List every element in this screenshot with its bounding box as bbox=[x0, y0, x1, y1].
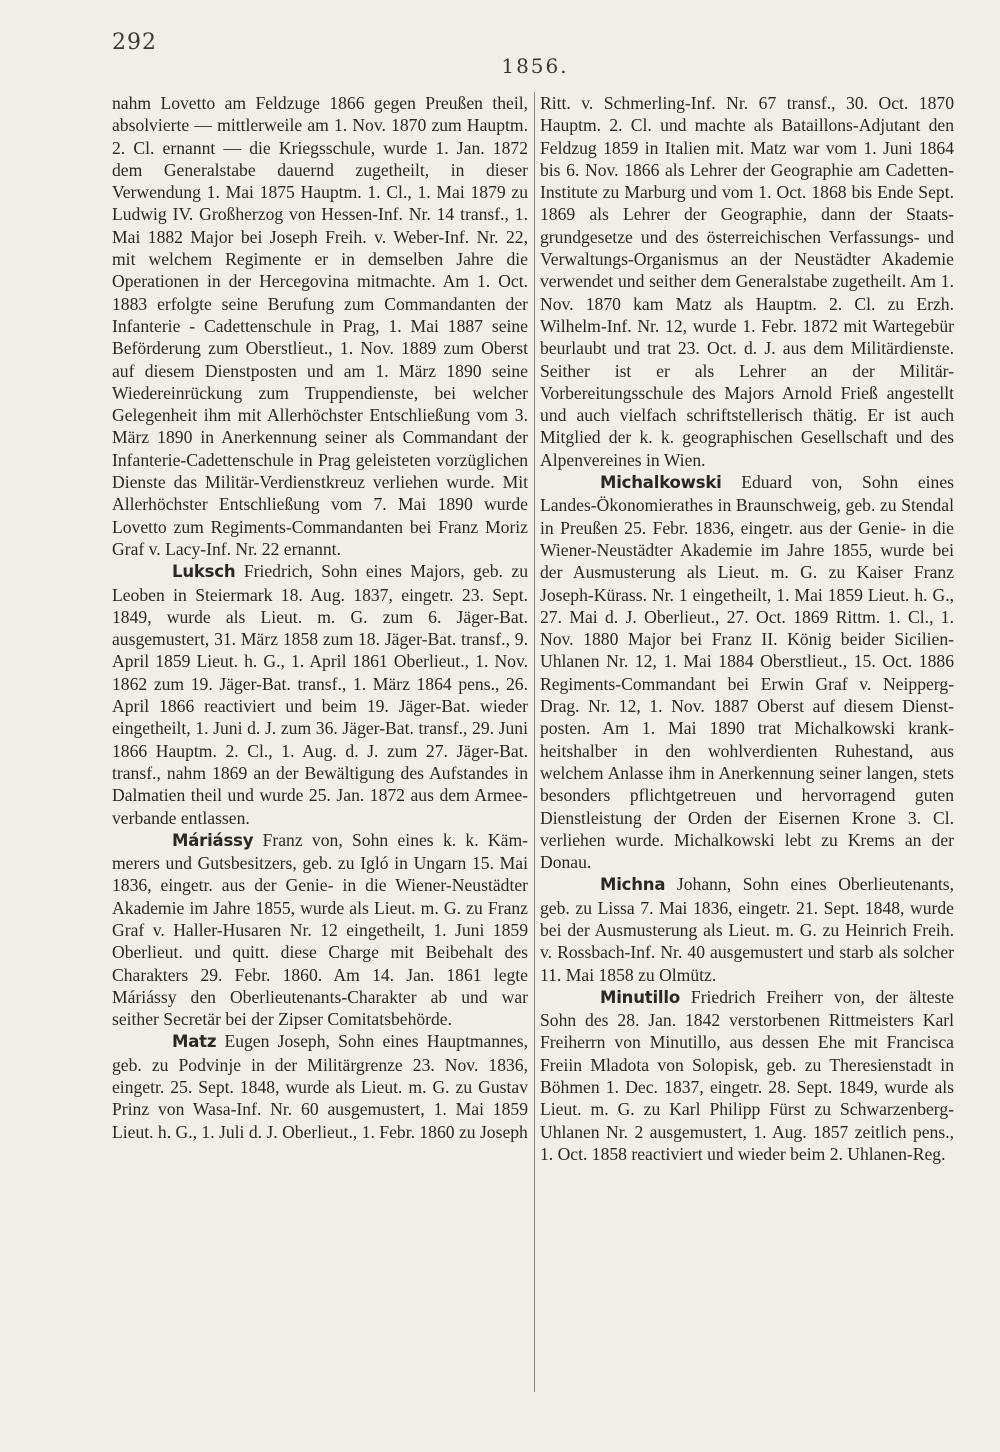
continuation-paragraph bbox=[540, 92, 954, 471]
entry-text: Ritt. v. Schmerling-Inf. Nr. 67 transf., 30. Oct. 1870 Hauptm. 2. Cl. und machte als Bataillons-Adjutant den Feldzug 1859 in Italien mit. Matz war vom 1. Juni 1864 bis 6. Nov. 1866 als Lehrer der Geographie am Cadetten-Institute zu Marburg und vom 1. Oct. 1868 bis Ende Sept. 1869 als Lehrer der Geographie, dann der Staatsgrundgesetze und des österreichischen Verfassungs- und Verwaltungs-Organismus an der Neustädter Akademie verwendet und seither dem Generalstabe zugetheilt. Am 1. Nov. 1870 kam Matz als Hauptm. 2. Cl. zu Erzh. Wilhelm-Inf. Nr. 12, wurde 1. Febr. 1872 mit Wartegebür beurlaubt und trat 23. Oct. d. J. aus dem Militärdienste. Seither ist er als Lehrer an der Militär-Vorbereitungsschule des Majors Arnold Frieß angestellt und auch vielfach schriftstellerisch thätig. Er ist auch Mitglied der k. k. geographischen Gesellschaft und des Alpenvereines in Wien. bbox=[540, 93, 954, 470]
entry-name: Máriássy bbox=[172, 830, 254, 850]
entry-name: Matz bbox=[172, 1032, 217, 1052]
entry-paragraph bbox=[112, 560, 528, 829]
entry-paragraph bbox=[112, 829, 528, 1031]
entry-text: Eugen Joseph, Sohn eines Hauptmannes, geb. zu Podvinje in der Militärgrenze 23. Nov. 1836, eingetr. 25. Sept. 1848, wurde als Lieut. m. G. zu Gustav Prinz von Wasa-Inf. Nr. 60 ausgemustert, 1. Mai 1859 Lieut. h. G., 1. Juli d. J. Oberlieut., 1. Febr. 1860 zu Joseph bbox=[112, 1031, 528, 1142]
column-divider bbox=[534, 92, 535, 1392]
running-head-year: 1856. bbox=[501, 54, 569, 78]
entry-paragraph bbox=[540, 471, 954, 873]
continuation-paragraph bbox=[112, 92, 528, 560]
entry-text: Friedrich, Sohn eines Majors, geb. zu Leoben in Steiermark 18. Aug. 1837, eingetr. 23. Sept. 1849, wurde als Lieut. m. G. zum 6. Jäger-Bat. ausgemustert, 31. März 1858 zum 18. Jäger-Bat. transf., 9. April 1859 Lieut. h. G., 1. April 1861 Oberlieut., 1. Nov. 1862 zum 19. Jäger-Bat. transf., 1. März 1864 pens., 26. April 1866 reactiviert und beim 19. Jäger-Bat. wieder eingetheilt, 1. Juni d. J. zum 36. Jäger-Bat. transf., 29. Juni 1866 Hauptm. 2. Cl., 1. Aug. d. J. zum 27. Jäger-Bat. transf., nahm 1869 an der Bewältigung des Aufstandes in Dalmatien theil und wurde 25. Jan. 1872 aus dem Armeeverbande entlassen. bbox=[112, 561, 528, 828]
entry-name: Minutillo bbox=[600, 987, 680, 1007]
entry-name: Michna bbox=[600, 875, 666, 895]
entry-paragraph bbox=[540, 986, 954, 1165]
entry-text: Friedrich Freiherr von, der älteste Sohn des 28. Jan. 1842 verstorbenen Rittmeisters Karl Freiherrn von Minutillo, aus dessen Ehe mit Francisca Freiin Mladota von Solopisk, geb. zu Theresienstadt in Böhmen 1. Dec. 1837, eingetr. 28. Sept. 1849, wurde als Lieut. m. G. zu Karl Philipp Fürst zu Schwarzenberg-Uhlanen Nr. 2 ausgemustert, 1. Aug. 1857 zeitlich pens., 1. Oct. 1858 reactiviert und wieder beim 2. Uhlanen-Reg. bbox=[540, 986, 954, 1164]
entry-name: Luksch bbox=[172, 562, 236, 582]
entry-paragraph bbox=[112, 1030, 528, 1142]
right-text-column bbox=[540, 92, 954, 1165]
left-text-column bbox=[112, 92, 528, 1143]
entry-text: nahm Lovetto am Feldzuge 1866 gegen Preußen theil, absolvierte — mittlerweile am 1. Nov. 1870 zum Hauptm. 2. Cl. ernannt — die Kriegsschule, wurde 1. Jan. 1872 dem Generalstabe dauernd zugetheilt, in dieser Verwendung 1. Mai 1875 Hauptm. 1. Cl., 1. Mai 1879 zu Ludwig IV. Großherzog von Hessen-Inf. Nr. 14 transf., 1. Mai 1882 Major bei Joseph Freih. v. Weber-Inf. Nr. 22, mit welchem Regimente er in demselben Jahre die Operationen in der Hercegovina mitmachte. Am 1. Oct. 1883 erfolgte seine Berufung zum Commandanten der Infanterie - Cadettenschule in Prag, 1. Mai 1887 seine Beförderung zum Oberstlieut., 1. Nov. 1889 zum Oberst auf diesem Dienstposten und am 1. März 1890 seine Wiedereinrückung zum Truppendienste, bei welcher Gelegenheit ihm mit Allerhöchster Entschließung vom 3. März 1890 in Anerkennung seiner als Commandant der Infanterie-Cadettenschule in Prag geleisteten vorzüglichen Dienste das Militär-Verdienstkreuz verliehen wurde. Mit Allerhöchster Entschließung vom 7. Mai 1890 wurde Lovetto zum Regiments-Commandanten bei Franz Moriz Graf v. Lacy-Inf. Nr. 22 ernannt. bbox=[112, 93, 528, 559]
entry-text: Eduard von, Sohn eines Landes-Ökonomierathes in Braunschweig, geb. zu Stendal in Preußen 25. Febr. 1836, eingetr. aus der Genie- in die Wiener-Neustädter Akademie im Jahre 1855, wurde bei der Ausmusterung als Lieut. m. G. zu Kaiser Franz Joseph-Kürass. Nr. 1 eingetheilt, 1. Mai 1859 Lieut. h. G., 27. Mai d. J. Oberlieut., 27. Oct. 1869 Rittm. 1. Cl., 1. Nov. 1880 Major bei Franz II. König beider Sicilien-Uhlanen Nr. 12, 1. Mai 1884 Oberstlieut., 15. Oct. 1886 Regiments-Commandant bei Erwin Graf v. Neipperg-Drag. Nr. 12, 1. Nov. 1887 Oberst auf diesem Dienstposten. Am 1. Mai 1890 trat Michalkowski krankheitshalber in den wohlverdienten Ruhestand, aus welchem Anlasse ihm in Anerkennung seiner langen, stets besonders pflichtgetreuen und hervorragend guten Dienstleistung der Orden der Eisernen Krone 3. Cl. verliehen wurde. Michalkowski lebt zu Krems an der Donau. bbox=[540, 472, 954, 873]
entry-name: Michalkowski bbox=[600, 473, 722, 493]
entry-text: Johann, Sohn eines Oberlieutenants, geb. zu Lissa 7. Mai 1836, eingetr. 21. Sept. 1848, wurde bei der Ausmusterung als Lieut. m. G. zu Heinrich Freih. v. Rossbach-Inf. Nr. 40 ausgemustert und starb als solcher 11. Mai 1858 zu Olmütz. bbox=[540, 874, 954, 985]
entry-paragraph bbox=[540, 873, 954, 985]
page-number: 292 bbox=[112, 30, 157, 55]
entry-text: Franz von, Sohn eines k. k. Kämmerers und Gutsbesitzers, geb. zu Igló in Ungarn 15. Mai 1836, eingetr. aus der Genie- in die Wiener-Neustädter Akademie im Jahre 1855, wurde als Lieut. m. G. zu Franz Graf v. Haller-Husaren Nr. 12 eingetheilt, 1. Juni 1859 Oberlieut. und quitt. diese Charge mit Beibehalt des Charakters 29. Febr. 1860. Am 14. Jan. 1861 legte Máriássy den Oberlieutenants-Charakter ab und war seither Secretär bei der Zipser Comitatsbehörde. bbox=[112, 829, 528, 1030]
